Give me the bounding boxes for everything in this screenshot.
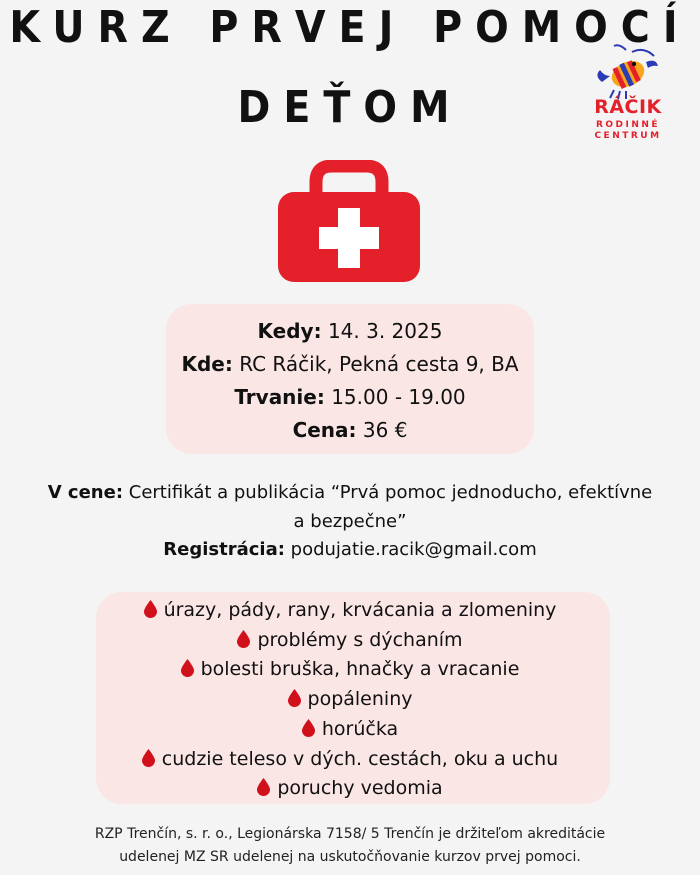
date-value: 14. 3. 2025 bbox=[327, 319, 443, 343]
included-value-line2: a bezpečne” bbox=[293, 511, 407, 532]
topic-text: horúčka bbox=[321, 717, 399, 740]
crayfish-icon bbox=[588, 44, 668, 100]
topic-text: úrazy, pády, rany, krvácania a zlomeniny bbox=[163, 599, 557, 621]
footer-line-1: RZP Trenčín, s. r. o., Legionárska 7158/ 5 Trenčín je držiteľom akreditácie bbox=[94, 826, 606, 842]
duration-label: Trvanie: bbox=[234, 385, 325, 409]
topic-text: popáleniny bbox=[307, 688, 413, 711]
logo-name: RÁČIK bbox=[594, 96, 662, 118]
price-row bbox=[0, 417, 700, 443]
topic-item bbox=[0, 716, 700, 742]
blood-drop-icon bbox=[302, 719, 315, 737]
blood-drop-icon bbox=[257, 778, 270, 796]
blood-drop-icon bbox=[288, 689, 301, 707]
course-title-line2: DEŤOM bbox=[237, 82, 463, 133]
price-value: 36 € bbox=[362, 418, 408, 442]
topic-text: cudzie teleso v dých. cestách, oku a uchu bbox=[161, 747, 559, 770]
topic-item bbox=[0, 597, 700, 623]
location-label: Kde: bbox=[181, 352, 233, 376]
topic-text: poruchy vedomia bbox=[277, 777, 443, 800]
topic-item bbox=[0, 686, 700, 712]
topic-text: problémy s dýchaním bbox=[257, 628, 463, 651]
topic-item bbox=[0, 775, 700, 801]
location-value: RC Ráčik, Pekná cesta 9, BA bbox=[239, 352, 519, 376]
blood-drop-icon bbox=[142, 749, 155, 767]
topic-item bbox=[0, 627, 700, 653]
topic-item bbox=[0, 656, 700, 682]
course-title-line1: KURZ PRVEJ POMOCÍ bbox=[9, 2, 691, 53]
racik-logo bbox=[588, 44, 668, 154]
logo-subtitle-1: RODINNÉ bbox=[595, 120, 661, 130]
duration-value: 15.00 - 19.00 bbox=[331, 385, 466, 409]
first-aid-kit-icon bbox=[278, 160, 420, 282]
registration-label: Registrácia: bbox=[163, 539, 285, 560]
date-row bbox=[0, 318, 700, 344]
logo-subtitle-2: CENTRUM bbox=[594, 131, 662, 141]
duration-row bbox=[0, 384, 700, 410]
date-label: Kedy: bbox=[257, 319, 322, 343]
topic-item bbox=[0, 746, 700, 772]
registration-email[interactable]: podujatie.racik@gmail.com bbox=[290, 539, 537, 560]
price-label: Cena: bbox=[292, 418, 357, 442]
blood-drop-icon bbox=[144, 600, 157, 618]
topic-text: bolesti bruška, hnačky a vracanie bbox=[200, 658, 520, 681]
included-row bbox=[0, 481, 700, 505]
footer-line-2: udelenej MZ SR udelenej na uskutočňovanie kurzov prvej pomoci. bbox=[119, 849, 581, 865]
blood-drop-icon bbox=[237, 630, 250, 648]
blood-drop-icon bbox=[181, 659, 194, 677]
location-row bbox=[0, 351, 700, 377]
included-value-line1: Certifikát a publikácia “Prvá pomoc jednoducho, efektívne bbox=[128, 482, 653, 503]
included-label: V cene: bbox=[47, 482, 124, 503]
registration-row bbox=[0, 538, 700, 562]
